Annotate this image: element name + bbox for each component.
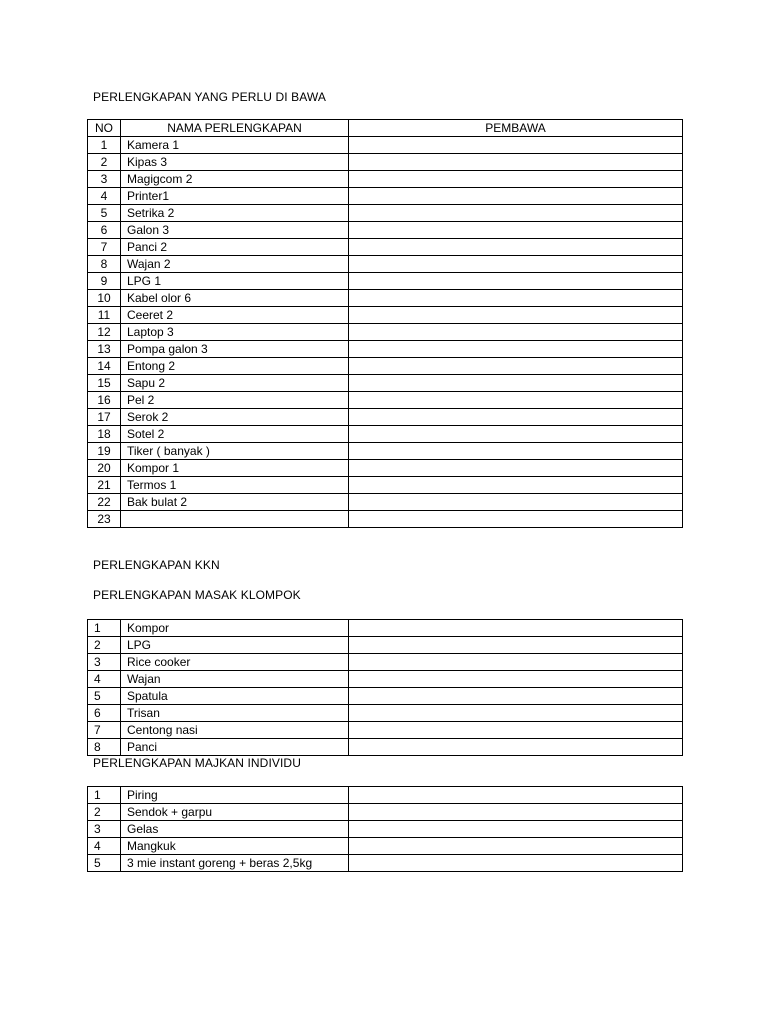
table-row [88,494,683,511]
item-name-cell: LPG [121,637,349,654]
table-row [88,256,683,273]
carrier-cell [349,443,683,460]
carrier-cell [349,722,683,739]
carrier-cell [349,838,683,855]
table-row [88,426,683,443]
carrier-cell [349,188,683,205]
row-number-cell: 1 [88,137,121,154]
table-row [88,171,683,188]
carrier-cell [349,426,683,443]
table-row [88,739,683,756]
item-name-cell: Spatula [121,688,349,705]
carrier-cell [349,637,683,654]
item-name-cell: LPG 1 [121,273,349,290]
row-number-cell: 9 [88,273,121,290]
table-row [88,239,683,256]
item-name-cell: Sendok + garpu [121,804,349,821]
item-name-cell: Printer1 [121,188,349,205]
item-name-cell: Wajan 2 [121,256,349,273]
carrier-cell [349,688,683,705]
row-number-cell: 4 [88,188,121,205]
section-title-perlengkapan-masak-klompok: PERLENGKAPAN MASAK KLOMPOK [93,588,301,602]
carrier-cell [349,787,683,804]
item-name-cell: Kamera 1 [121,137,349,154]
table-row [88,787,683,804]
table-row [88,137,683,154]
individual-eating-equipment-table-body [88,787,683,872]
cooking-equipment-table-body [88,620,683,756]
item-name-cell: Serok 2 [121,409,349,426]
item-name-cell: Kipas 3 [121,154,349,171]
item-name-cell: Magigcom 2 [121,171,349,188]
row-number-cell: 8 [88,739,121,756]
table-row [88,273,683,290]
row-number-cell: 3 [88,171,121,188]
item-name-cell: Setrika 2 [121,205,349,222]
item-name-cell: Centong nasi [121,722,349,739]
section-title-perlengkapan-kkn: PERLENGKAPAN KKN [93,558,220,572]
item-name-cell: Tiker ( banyak ) [121,443,349,460]
item-name-cell: Piring [121,787,349,804]
carrier-cell [349,739,683,756]
column-header-no: NO [88,120,121,137]
table-row [88,671,683,688]
item-name-cell: Wajan [121,671,349,688]
table-row [88,705,683,722]
table-row [88,222,683,239]
row-number-cell: 1 [88,787,121,804]
table-row [88,838,683,855]
table-row [88,358,683,375]
table-row [88,307,683,324]
table-row [88,855,683,872]
table-header-row [88,120,683,137]
table-row [88,477,683,494]
item-name-cell: Pompa galon 3 [121,341,349,358]
item-name-cell: Trisan [121,705,349,722]
carrier-cell [349,171,683,188]
row-number-cell: 2 [88,804,121,821]
table-row [88,511,683,528]
carrier-cell [349,154,683,171]
row-number-cell: 4 [88,838,121,855]
equipment-table-body [88,137,683,528]
table-row [88,154,683,171]
row-number-cell: 3 [88,654,121,671]
row-number-cell: 4 [88,671,121,688]
carrier-cell [349,375,683,392]
carrier-cell [349,358,683,375]
item-name-cell: Kompor 1 [121,460,349,477]
item-name-cell: Mangkuk [121,838,349,855]
table-row [88,375,683,392]
carrier-cell [349,222,683,239]
item-name-cell: Panci [121,739,349,756]
item-name-cell: Kabel olor 6 [121,290,349,307]
section-title-perlengkapan-yang-perlu-di-bawa: PERLENGKAPAN YANG PERLU DI BAWA [93,90,326,104]
column-header-pembawa: PEMBAWA [349,120,683,137]
row-number-cell: 2 [88,637,121,654]
row-number-cell: 10 [88,290,121,307]
table-row [88,637,683,654]
row-number-cell: 1 [88,620,121,637]
carrier-cell [349,137,683,154]
item-name-cell: Termos 1 [121,477,349,494]
section-title-perlengkapan-majkan-individu: PERLENGKAPAN MAJKAN INDIVIDU [93,756,301,770]
carrier-cell [349,654,683,671]
individual-eating-equipment-table [87,786,683,872]
carrier-cell [349,239,683,256]
item-name-cell: Sapu 2 [121,375,349,392]
equipment-table [87,119,683,528]
item-name-cell: Kompor [121,620,349,637]
table-row [88,290,683,307]
carrier-cell [349,855,683,872]
table-row [88,392,683,409]
table-row [88,821,683,838]
row-number-cell: 16 [88,392,121,409]
row-number-cell: 23 [88,511,121,528]
carrier-cell [349,821,683,838]
item-name-cell: Ceeret 2 [121,307,349,324]
row-number-cell: 3 [88,821,121,838]
item-name-cell: Entong 2 [121,358,349,375]
item-name-cell: Panci 2 [121,239,349,256]
row-number-cell: 12 [88,324,121,341]
carrier-cell [349,671,683,688]
row-number-cell: 22 [88,494,121,511]
row-number-cell: 18 [88,426,121,443]
row-number-cell: 5 [88,688,121,705]
row-number-cell: 14 [88,358,121,375]
carrier-cell [349,494,683,511]
table-row [88,460,683,477]
carrier-cell [349,290,683,307]
row-number-cell: 2 [88,154,121,171]
row-number-cell: 15 [88,375,121,392]
carrier-cell [349,620,683,637]
row-number-cell: 17 [88,409,121,426]
carrier-cell [349,804,683,821]
item-name-cell: 3 mie instant goreng + beras 2,5kg [121,855,349,872]
carrier-cell [349,705,683,722]
cooking-equipment-table [87,619,683,756]
row-number-cell: 21 [88,477,121,494]
row-number-cell: 8 [88,256,121,273]
table-row [88,443,683,460]
row-number-cell: 6 [88,222,121,239]
carrier-cell [349,511,683,528]
item-name-cell: Galon 3 [121,222,349,239]
row-number-cell: 7 [88,239,121,256]
carrier-cell [349,460,683,477]
carrier-cell [349,392,683,409]
row-number-cell: 6 [88,705,121,722]
table-row [88,409,683,426]
row-number-cell: 19 [88,443,121,460]
table-row [88,324,683,341]
item-name-cell: Laptop 3 [121,324,349,341]
table-row [88,341,683,358]
table-row [88,722,683,739]
table-row [88,804,683,821]
row-number-cell: 5 [88,205,121,222]
item-name-cell: Pel 2 [121,392,349,409]
carrier-cell [349,409,683,426]
column-header-nama-perlengkapan: NAMA PERLENGKAPAN [121,120,349,137]
table-row [88,188,683,205]
row-number-cell: 13 [88,341,121,358]
carrier-cell [349,205,683,222]
row-number-cell: 7 [88,722,121,739]
carrier-cell [349,341,683,358]
row-number-cell: 5 [88,855,121,872]
carrier-cell [349,273,683,290]
item-name-cell: Gelas [121,821,349,838]
item-name-cell: Sotel 2 [121,426,349,443]
item-name-cell: Rice cooker [121,654,349,671]
carrier-cell [349,307,683,324]
item-name-cell: Bak bulat 2 [121,494,349,511]
carrier-cell [349,256,683,273]
carrier-cell [349,477,683,494]
carrier-cell [349,324,683,341]
row-number-cell: 20 [88,460,121,477]
table-row [88,620,683,637]
table-row [88,688,683,705]
table-row [88,205,683,222]
row-number-cell: 11 [88,307,121,324]
table-row [88,654,683,671]
item-name-cell [121,511,349,528]
